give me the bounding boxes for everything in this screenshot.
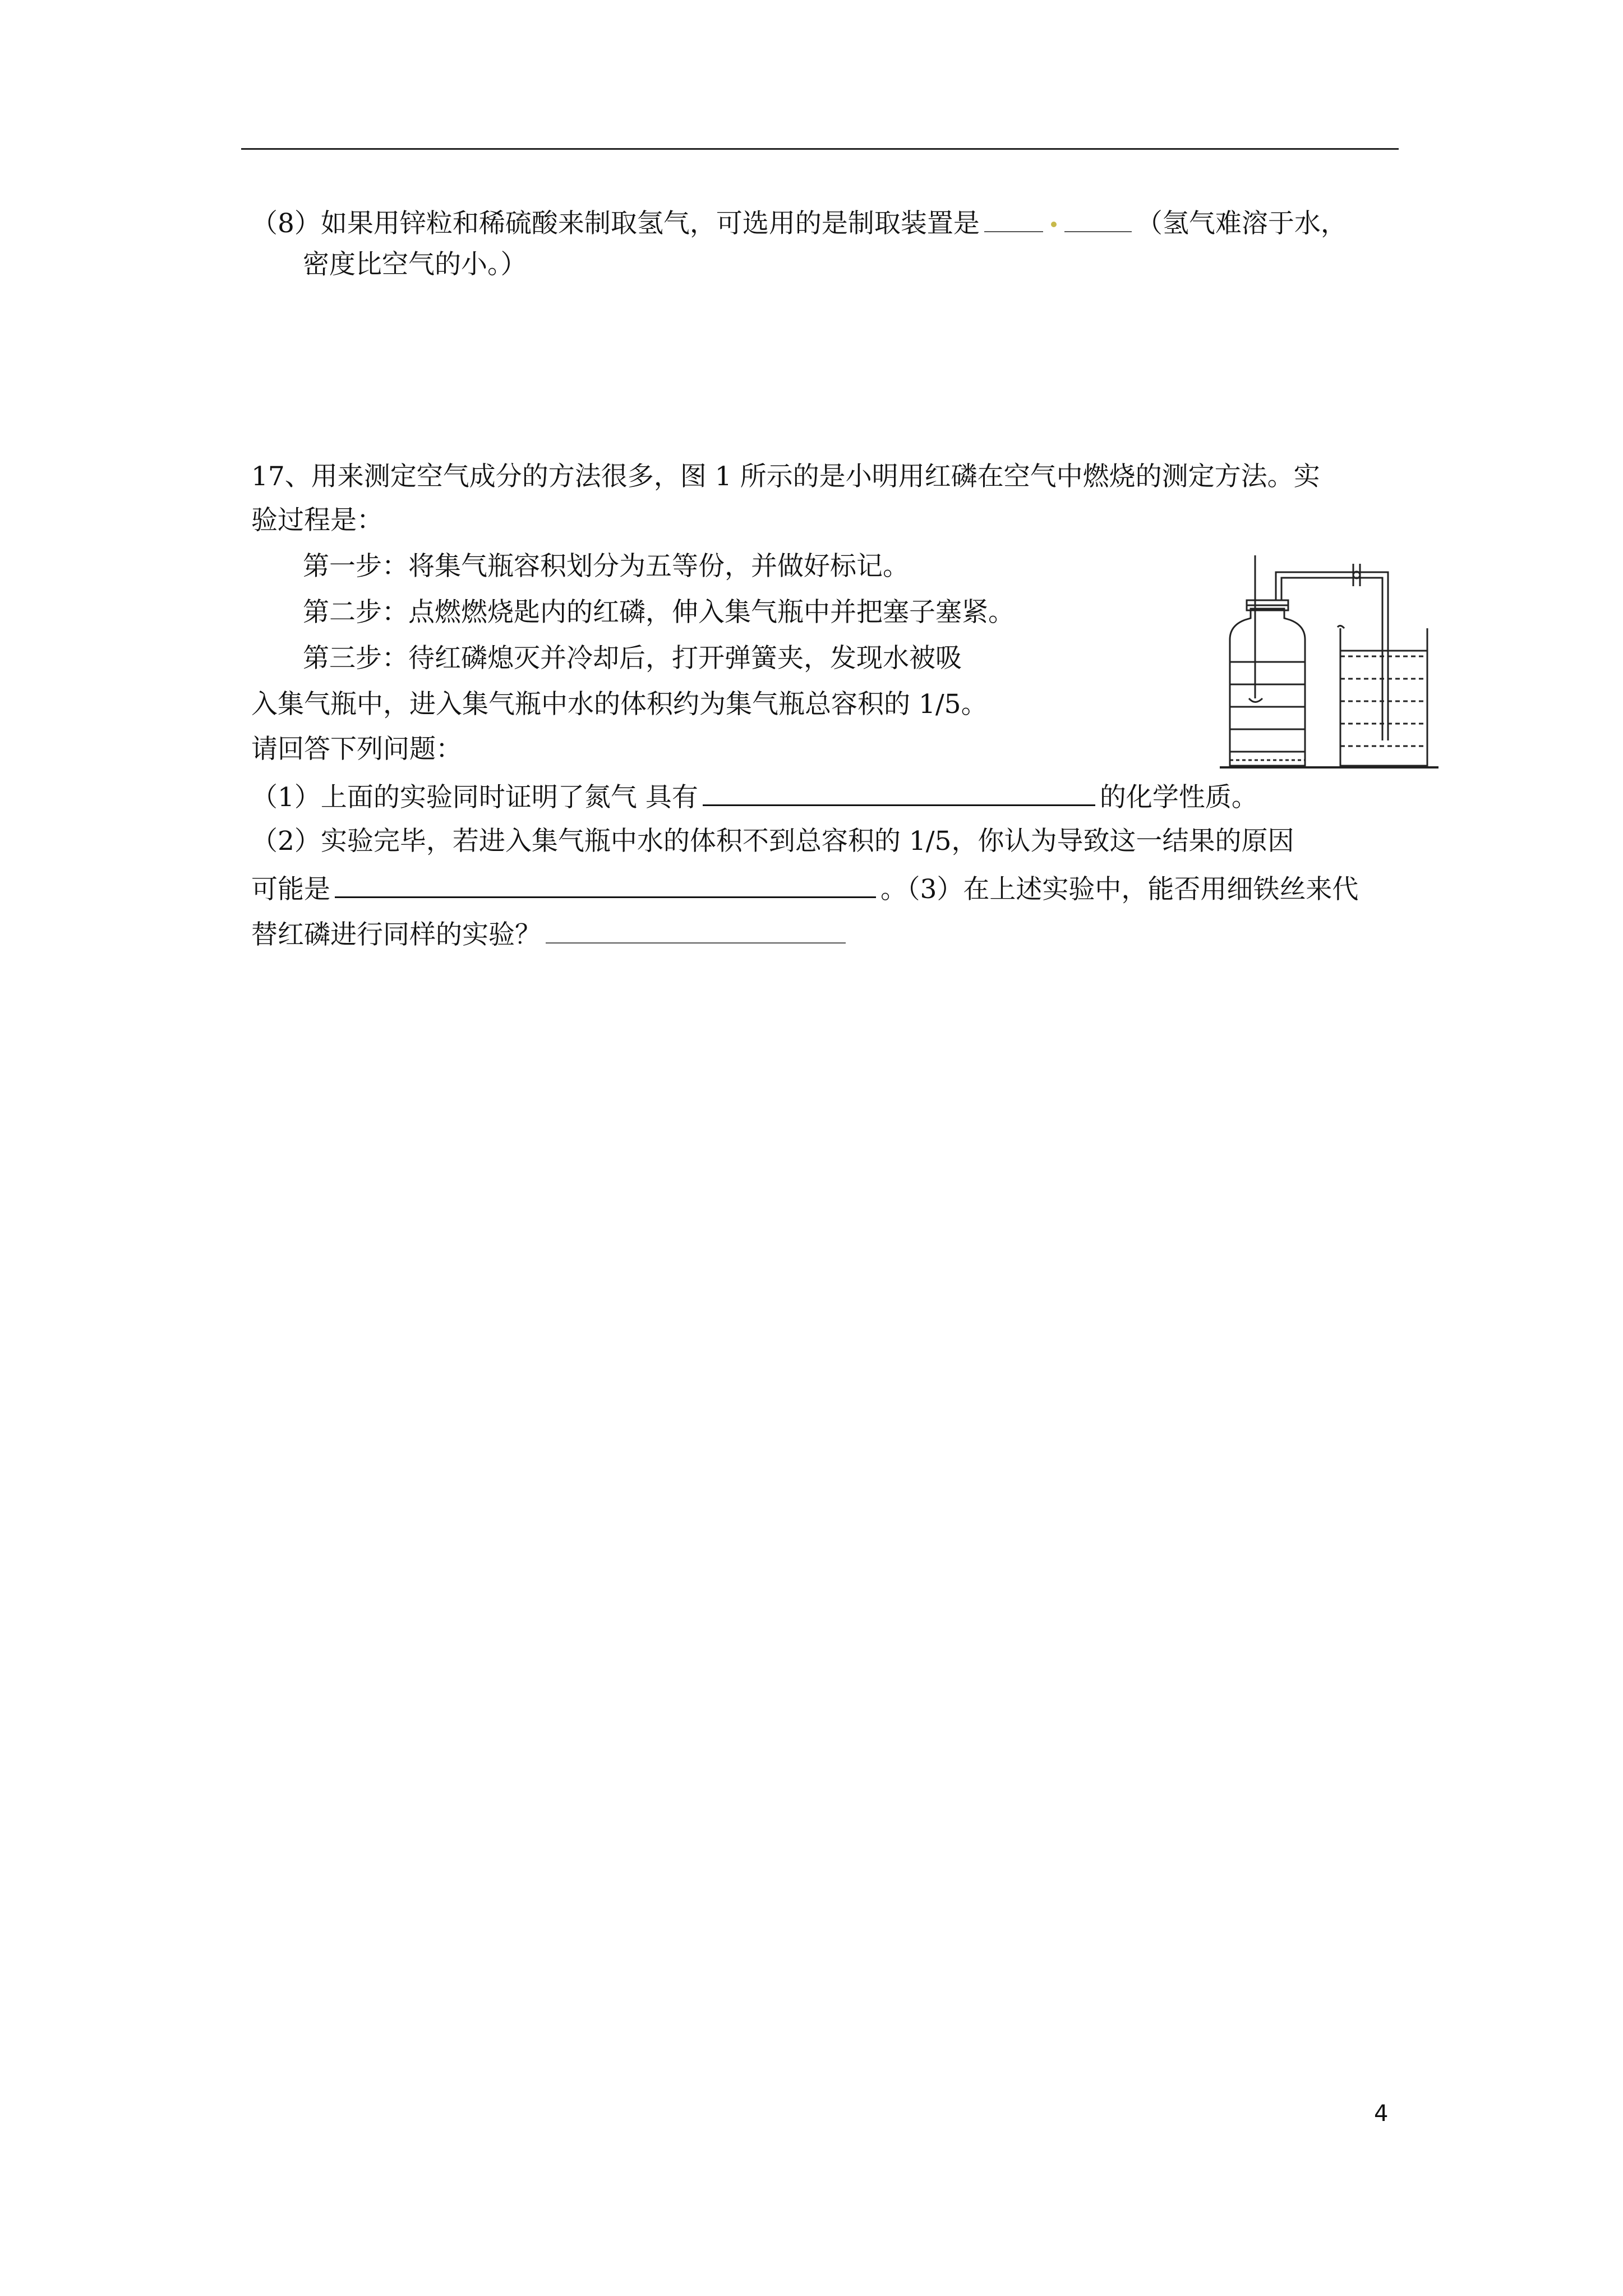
gas-bottle [1230,609,1305,766]
q17-sub-1-after: 的化学性质。 [1099,782,1258,813]
q17-step-3b: 入集气瓶中，进入集气瓶中水的体积约为集气瓶总容积的 1/5。 [251,689,988,720]
page-number: 4 [1374,2101,1389,2127]
q17-sub-2-after: 。（3）在上述实验中，能否用细铁丝来代 [880,874,1359,905]
q17-prompt: 请回答下列问题： [251,734,462,765]
glass-tube [1276,572,1388,740]
q17-sub-1-before: （1）上面的实验同时证明了氮气 具有 [251,782,698,813]
q17-sub-3-blank[interactable] [546,917,846,944]
q17-step-1: 第一步：将集气瓶容积划分为五等份，并做好标记。 [303,551,909,582]
q8-answer-blank-a[interactable] [984,205,1043,232]
q17-sub-2-line-1: （2）实验完毕，若进入集气瓶中水的体积不到总容积的 1/5，你认为导致这一结果的原因 [251,826,1294,857]
combustion-spoon [1249,698,1262,702]
q17-sub-3-text: 替红磷进行同样的实验？ [251,919,541,950]
q17-sub-2-blank[interactable] [335,871,876,898]
q8-answer-blank-b[interactable] [1064,205,1132,232]
beaker [1340,628,1427,766]
q17-sub-2-line-2 [251,871,1358,907]
q17-sub-3 [251,917,850,952]
q17-sub-1 [251,779,1258,815]
q17-step-2: 第二步：点燃燃烧匙内的红磷，伸入集气瓶中并把塞子塞紧。 [303,597,1015,628]
header-rule [241,148,1399,150]
q17-intro-line-2: 验过程是： [251,505,383,536]
q8-text-after: （氢气难溶于水， [1136,208,1347,239]
q8-text-before: （8）如果用锌粒和稀硫酸来制取氢气，可选用的是制取装置是 [251,208,980,239]
apparatus-figure [1220,555,1438,774]
q8-line-2: 密度比空气的小。） [303,249,527,280]
q17-intro-line-1: 17、用来测定空气成分的方法很多，图 1 所示的是小明用红磷在空气中燃烧的测定方法。实 [251,461,1320,492]
q17-step-3a: 第三步：待红磷熄灭并冷却后，打开弹簧夹，发现水被吸 [303,643,962,674]
q17-sub-1-blank[interactable] [703,779,1095,806]
q8-line-1 [251,205,1347,241]
marker-dot [1051,222,1057,227]
q17-sub-2-before: 可能是 [251,874,330,905]
